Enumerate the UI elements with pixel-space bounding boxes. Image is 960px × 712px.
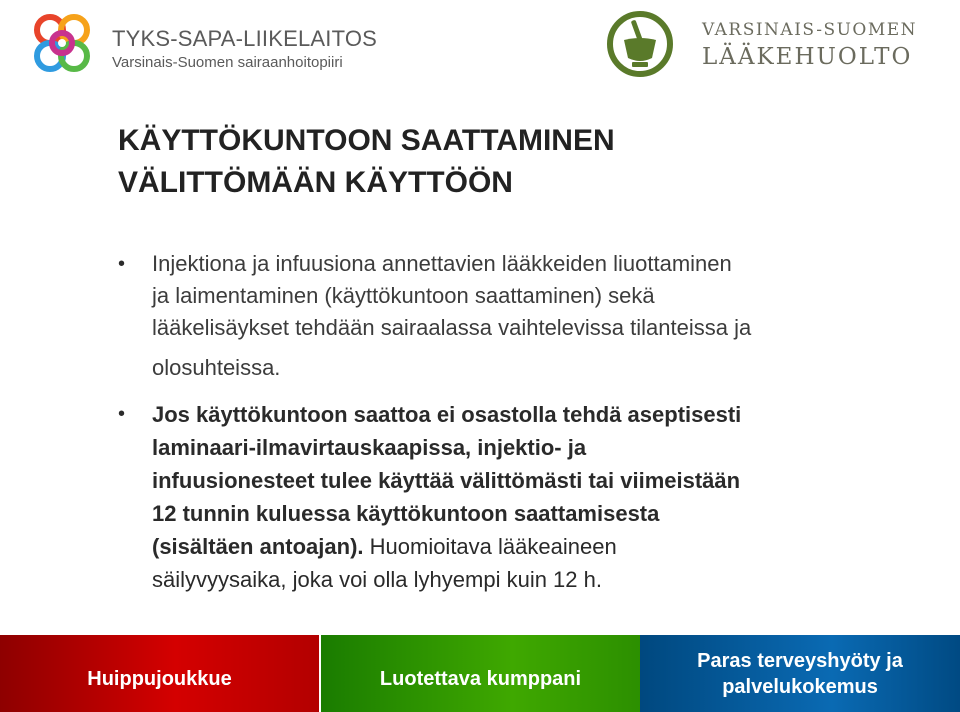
bullet-2-line-5-rest: Huomioitava lääkeaineen — [363, 534, 617, 559]
footer-segment-luotettava — [321, 635, 640, 712]
footer-label-3a: Paras terveyshyöty ja — [697, 649, 903, 672]
bullet-item-2 — [116, 398, 906, 596]
slide-title — [118, 120, 918, 204]
bullet-dot-icon: • — [118, 253, 126, 275]
logo-line-2: LÄÄKEHUOLTO — [702, 44, 913, 70]
logo-line-1: VARSINAIS-SUOMEN — [702, 20, 918, 40]
laakehuolto-logo — [606, 10, 936, 80]
bullet-2-line-6: säilyvyysaika, joka voi olla lyhyempi kuin 12 h. — [152, 567, 602, 592]
footer-bar — [0, 635, 960, 712]
bullet-2-line-1: Jos käyttökuntoon saattoa ei osastolla tehdä aseptisesti — [152, 402, 742, 427]
bullet-list — [116, 248, 906, 596]
title-line-2: VÄLITTÖMÄÄN KÄYTTÖÖN — [118, 166, 513, 199]
bullet-2-line-2: laminaari-ilmavirtauskaapissa, injektio- ja — [152, 435, 587, 460]
title-line-1: KÄYTTÖKUNTOON SAATTAMINEN — [118, 124, 615, 157]
bullet-2-line-5 — [152, 530, 906, 563]
organization-subtitle: Varsinais-Suomen sairaanhoitopiiri — [112, 54, 343, 71]
bullet-1-line-1: Injektiona ja infuusiona annettavien lääkkeiden liuottaminen — [152, 251, 732, 276]
bullet-dot-icon: • — [118, 403, 126, 425]
colorful-knot-logo-icon — [26, 8, 100, 82]
organization-name: TYKS-SAPA-LIIKELAITOS — [112, 26, 378, 51]
tyks-sapa-logo — [26, 8, 378, 80]
bullet-1-line-4: olosuhteissa. — [152, 355, 281, 380]
bullet-2-line-5-bold: (sisältäen antoajan). — [152, 534, 364, 559]
bullet-2-line-3: infuusionesteet tulee käyttää välittömästi tai viimeistään — [152, 468, 741, 493]
mortar-pestle-logo-icon — [606, 10, 684, 80]
footer-segment-huippujoukkue — [0, 635, 319, 712]
footer-segment-terveyshyoty — [640, 635, 960, 712]
footer-label-3b: palvelukokemus — [722, 675, 878, 698]
bullet-2-line-4: 12 tunnin kuluessa käyttökuntoon saattamisesta — [152, 501, 660, 526]
bullet-item-1 — [116, 248, 906, 384]
footer-label-2: Luotettava kumppani — [379, 667, 582, 690]
bullet-1-line-2: ja laimentaminen (käyttökuntoon saattaminen) sekä — [152, 283, 655, 308]
footer-label-1: Huippujoukkue — [87, 667, 232, 690]
bullet-1-line-3: lääkelisäykset tehdään sairaalassa vaihtelevissa tilanteissa ja — [152, 315, 752, 340]
